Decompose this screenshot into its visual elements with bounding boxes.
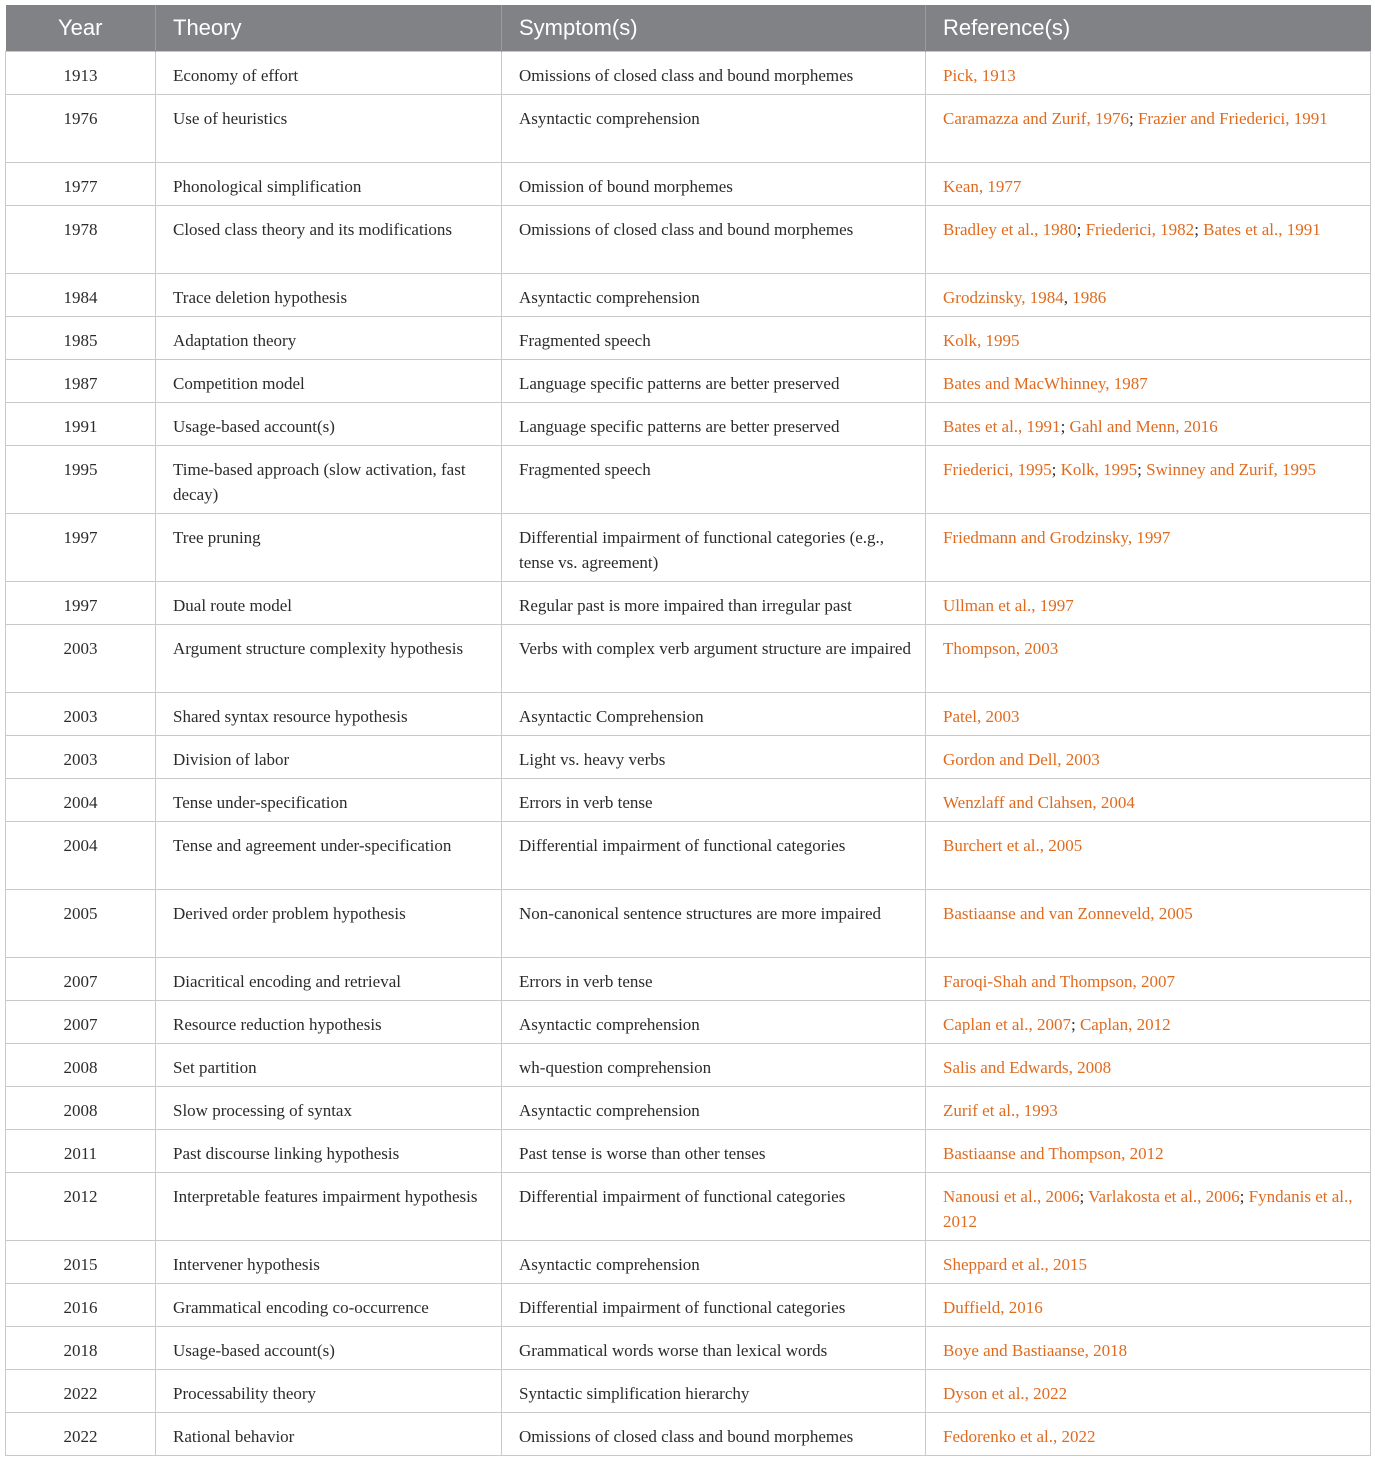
reference-cell <box>926 163 1371 206</box>
reference-link[interactable]: Bates et al., 1991 <box>1203 220 1321 239</box>
symptom-cell: Fragmented speech <box>502 446 926 514</box>
reference-cell <box>926 1370 1371 1413</box>
theory-cell: Intervener hypothesis <box>156 1241 502 1284</box>
table-row <box>6 52 1371 95</box>
reference-link[interactable]: Friedmann and Grodzinsky, 1997 <box>943 528 1171 547</box>
symptom-cell: Differential impairment of functional categories (e.g., tense vs. agreement) <box>502 514 926 582</box>
table-row <box>6 1413 1371 1456</box>
year-cell: 2003 <box>6 693 156 736</box>
reference-link[interactable]: Boye and Bastiaanse, 2018 <box>943 1341 1128 1360</box>
year-cell: 2011 <box>6 1130 156 1173</box>
year-cell: 1913 <box>6 52 156 95</box>
symptom-cell: Asyntactic comprehension <box>502 1241 926 1284</box>
reference-link[interactable]: Bastiaanse and Thompson, 2012 <box>943 1144 1164 1163</box>
table-row <box>6 1284 1371 1327</box>
table-row <box>6 206 1371 274</box>
year-cell: 2004 <box>6 779 156 822</box>
reference-cell <box>926 736 1371 779</box>
theory-cell: Competition model <box>156 360 502 403</box>
symptom-cell: Omissions of closed class and bound morphemes <box>502 52 926 95</box>
theory-cell: Shared syntax resource hypothesis <box>156 693 502 736</box>
table-row <box>6 890 1371 958</box>
reference-link[interactable]: Duffield, 2016 <box>943 1298 1043 1317</box>
year-cell: 2008 <box>6 1087 156 1130</box>
table-row <box>6 779 1371 822</box>
reference-cell: Friederici, 1995; Kolk, 1995; Swinney and Zurif, 1995 <box>926 446 1371 514</box>
table-body <box>6 52 1371 1456</box>
table-row <box>6 582 1371 625</box>
symptom-cell: Omissions of closed class and bound morphemes <box>502 1413 926 1456</box>
theory-cell: Adaptation theory <box>156 317 502 360</box>
reference-link[interactable]: Gordon and Dell, 2003 <box>943 750 1100 769</box>
theory-cell: Derived order problem hypothesis <box>156 890 502 958</box>
table-row <box>6 95 1371 163</box>
theory-cell: Argument structure complexity hypothesis <box>156 625 502 693</box>
reference-link[interactable]: Bates and MacWhinney, 1987 <box>943 374 1148 393</box>
year-cell: 2012 <box>6 1173 156 1241</box>
year-cell: 1985 <box>6 317 156 360</box>
reference-link[interactable]: Grodzinsky, 1984 <box>943 288 1064 307</box>
table-row <box>6 514 1371 582</box>
reference-link[interactable]: Caplan, 2012 <box>1079 1015 1171 1034</box>
table-row <box>6 360 1371 403</box>
theory-cell: Rational behavior <box>156 1413 502 1456</box>
theory-cell: Use of heuristics <box>156 95 502 163</box>
year-cell: 1977 <box>6 163 156 206</box>
table-row <box>6 1044 1371 1087</box>
reference-link[interactable]: Burchert et al., 2005 <box>943 836 1083 855</box>
header-symptoms: Symptom(s) <box>502 5 926 52</box>
year-cell: 1976 <box>6 95 156 163</box>
symptom-cell: Errors in verb tense <box>502 958 926 1001</box>
header-row <box>6 5 1371 52</box>
symptom-cell: Fragmented speech <box>502 317 926 360</box>
symptom-cell: Regular past is more impaired than irregular past <box>502 582 926 625</box>
reference-cell <box>926 1044 1371 1087</box>
symptom-cell: Grammatical words worse than lexical words <box>502 1327 926 1370</box>
table-row <box>6 1001 1371 1044</box>
table-row <box>6 1087 1371 1130</box>
symptom-cell: Differential impairment of functional categories <box>502 1284 926 1327</box>
reference-cell: Caplan et al., 2007; Caplan, 2012 <box>926 1001 1371 1044</box>
reference-link[interactable]: Swinney and Zurif, 1995 <box>1146 460 1317 479</box>
year-cell: 2018 <box>6 1327 156 1370</box>
reference-link[interactable]: Frazier and Friederici, 1991 <box>1137 109 1328 128</box>
reference-cell <box>926 52 1371 95</box>
theory-cell: Processability theory <box>156 1370 502 1413</box>
reference-cell <box>926 625 1371 693</box>
theory-cell: Usage-based account(s) <box>156 1327 502 1370</box>
reference-link[interactable]: Kean, 1977 <box>943 177 1022 196</box>
reference-cell: Bates et al., 1991; Gahl and Menn, 2016 <box>926 403 1371 446</box>
year-cell: 2004 <box>6 822 156 890</box>
year-cell: 2003 <box>6 625 156 693</box>
reference-link[interactable]: Fedorenko et al., 2022 <box>943 1427 1096 1446</box>
symptom-cell: Differential impairment of functional categories <box>502 1173 926 1241</box>
reference-link[interactable]: Salis and Edwards, 2008 <box>943 1058 1112 1077</box>
theory-cell: Tense and agreement under-specification <box>156 822 502 890</box>
year-cell: 2007 <box>6 1001 156 1044</box>
reference-link[interactable]: Kolk, 1995 <box>943 331 1020 350</box>
theory-cell: Tense under-specification <box>156 779 502 822</box>
table-row <box>6 317 1371 360</box>
reference-link[interactable]: Friederici, 1995 <box>943 460 1052 479</box>
reference-cell <box>926 360 1371 403</box>
year-cell: 2022 <box>6 1413 156 1456</box>
theory-cell: Time-based approach (slow activation, fast decay) <box>156 446 502 514</box>
symptom-cell: Asyntactic comprehension <box>502 274 926 317</box>
reference-cell <box>926 779 1371 822</box>
reference-link[interactable]: Thompson, 2003 <box>943 639 1059 658</box>
year-cell: 1995 <box>6 446 156 514</box>
year-cell: 2016 <box>6 1284 156 1327</box>
symptom-cell: Omission of bound morphemes <box>502 163 926 206</box>
reference-link[interactable]: Gahl and Menn, 2016 <box>1069 417 1218 436</box>
reference-link[interactable]: Nanousi et al., 2006 <box>943 1187 1080 1206</box>
symptom-cell: Syntactic simplification hierarchy <box>502 1370 926 1413</box>
reference-link[interactable]: Caramazza and Zurif, 1976 <box>943 109 1129 128</box>
theory-cell: Usage-based account(s) <box>156 403 502 446</box>
table-header <box>6 5 1371 52</box>
table-row <box>6 958 1371 1001</box>
reference-link[interactable]: Kolk, 1995 <box>1060 460 1138 479</box>
reference-cell <box>926 890 1371 958</box>
theory-cell: Phonological simplification <box>156 163 502 206</box>
symptom-cell: Asyntactic comprehension <box>502 1001 926 1044</box>
reference-link[interactable]: Wenzlaff and Clahsen, 2004 <box>943 793 1135 812</box>
reference-cell <box>926 582 1371 625</box>
reference-link[interactable]: Caplan et al., 2007 <box>943 1015 1071 1034</box>
reference-link[interactable]: Zurif et al., 1993 <box>943 1101 1058 1120</box>
table-row <box>6 1370 1371 1413</box>
table-row <box>6 1173 1371 1241</box>
reference-link[interactable]: Friederici, 1982 <box>1085 220 1195 239</box>
theory-cell: Economy of effort <box>156 52 502 95</box>
theory-cell: Dual route model <box>156 582 502 625</box>
reference-link[interactable]: Sheppard et al., 2015 <box>943 1255 1087 1274</box>
table-row <box>6 446 1371 514</box>
theory-cell: Closed class theory and its modifications <box>156 206 502 274</box>
reference-cell: Grodzinsky, 1984, 1986 <box>926 274 1371 317</box>
symptom-cell: Non-canonical sentence structures are more impaired <box>502 890 926 958</box>
theory-cell: Resource reduction hypothesis <box>156 1001 502 1044</box>
reference-cell <box>926 1087 1371 1130</box>
table-row <box>6 1130 1371 1173</box>
reference-link[interactable]: Patel, 2003 <box>943 707 1020 726</box>
year-cell: 1984 <box>6 274 156 317</box>
table-row <box>6 1241 1371 1284</box>
reference-link[interactable]: Ullman et al., 1997 <box>943 596 1074 615</box>
reference-link[interactable]: Varlakosta et al., 2006 <box>1088 1187 1240 1206</box>
theory-cell: Diacritical encoding and retrieval <box>156 958 502 1001</box>
table-row <box>6 736 1371 779</box>
theory-cell: Trace deletion hypothesis <box>156 274 502 317</box>
header-references: Reference(s) <box>926 5 1371 52</box>
reference-link[interactable]: 1986 <box>1072 288 1107 307</box>
table-row <box>6 274 1371 317</box>
reference-cell <box>926 958 1371 1001</box>
year-cell: 2003 <box>6 736 156 779</box>
table-row <box>6 1327 1371 1370</box>
header-year: Year <box>6 5 156 52</box>
year-cell: 1978 <box>6 206 156 274</box>
theories-table <box>5 5 1371 1456</box>
theory-cell: Division of labor <box>156 736 502 779</box>
reference-cell <box>926 514 1371 582</box>
reference-link[interactable]: Bates et al., 1991 <box>943 417 1061 436</box>
symptom-cell: Asyntactic comprehension <box>502 1087 926 1130</box>
table-row <box>6 625 1371 693</box>
theory-cell: Interpretable features impairment hypothesis <box>156 1173 502 1241</box>
header-theory: Theory <box>156 5 502 52</box>
theory-cell: Slow processing of syntax <box>156 1087 502 1130</box>
reference-link[interactable]: Bradley et al., 1980 <box>943 220 1077 239</box>
reference-cell <box>926 1413 1371 1456</box>
year-cell: 2008 <box>6 1044 156 1087</box>
year-cell: 1997 <box>6 582 156 625</box>
year-cell: 1991 <box>6 403 156 446</box>
reference-link[interactable]: Bastiaanse and van Zonneveld, 2005 <box>943 904 1193 923</box>
year-cell: 2007 <box>6 958 156 1001</box>
reference-cell: Bradley et al., 1980; Friederici, 1982; Bates et al., 1991 <box>926 206 1371 274</box>
reference-cell <box>926 1327 1371 1370</box>
table-row <box>6 693 1371 736</box>
theory-cell: Tree pruning <box>156 514 502 582</box>
year-cell: 1997 <box>6 514 156 582</box>
year-cell: 2005 <box>6 890 156 958</box>
reference-cell <box>926 1241 1371 1284</box>
reference-cell: Caramazza and Zurif, 1976; Frazier and Friederici, 1991 <box>926 95 1371 163</box>
table-row <box>6 403 1371 446</box>
theory-cell: Set partition <box>156 1044 502 1087</box>
reference-cell: Nanousi et al., 2006; Varlakosta et al., 2006; Fyndanis et al., 2012 <box>926 1173 1371 1241</box>
year-cell: 1987 <box>6 360 156 403</box>
symptom-cell: Verbs with complex verb argument structure are impaired <box>502 625 926 693</box>
reference-link[interactable]: Fyndanis et al., 2012 <box>943 1187 1353 1231</box>
table-row <box>6 822 1371 890</box>
reference-cell <box>926 1284 1371 1327</box>
year-cell: 2022 <box>6 1370 156 1413</box>
symptom-cell: Language specific patterns are better preserved <box>502 403 926 446</box>
year-cell: 2015 <box>6 1241 156 1284</box>
symptom-cell: wh-question comprehension <box>502 1044 926 1087</box>
symptom-cell: Light vs. heavy verbs <box>502 736 926 779</box>
symptom-cell: Asyntactic comprehension <box>502 95 926 163</box>
symptom-cell: Past tense is worse than other tenses <box>502 1130 926 1173</box>
symptom-cell: Language specific patterns are better preserved <box>502 360 926 403</box>
reference-cell <box>926 317 1371 360</box>
symptom-cell: Differential impairment of functional categories <box>502 822 926 890</box>
symptom-cell: Omissions of closed class and bound morphemes <box>502 206 926 274</box>
reference-link[interactable]: Faroqi-Shah and Thompson, 2007 <box>943 972 1176 991</box>
symptom-cell: Asyntactic Comprehension <box>502 693 926 736</box>
symptom-cell: Errors in verb tense <box>502 779 926 822</box>
theory-cell: Grammatical encoding co-occurrence <box>156 1284 502 1327</box>
reference-link[interactable]: Pick, 1913 <box>943 66 1016 85</box>
reference-cell <box>926 693 1371 736</box>
reference-link[interactable]: Dyson et al., 2022 <box>943 1384 1068 1403</box>
reference-cell <box>926 822 1371 890</box>
reference-cell <box>926 1130 1371 1173</box>
theory-cell: Past discourse linking hypothesis <box>156 1130 502 1173</box>
table-row <box>6 163 1371 206</box>
